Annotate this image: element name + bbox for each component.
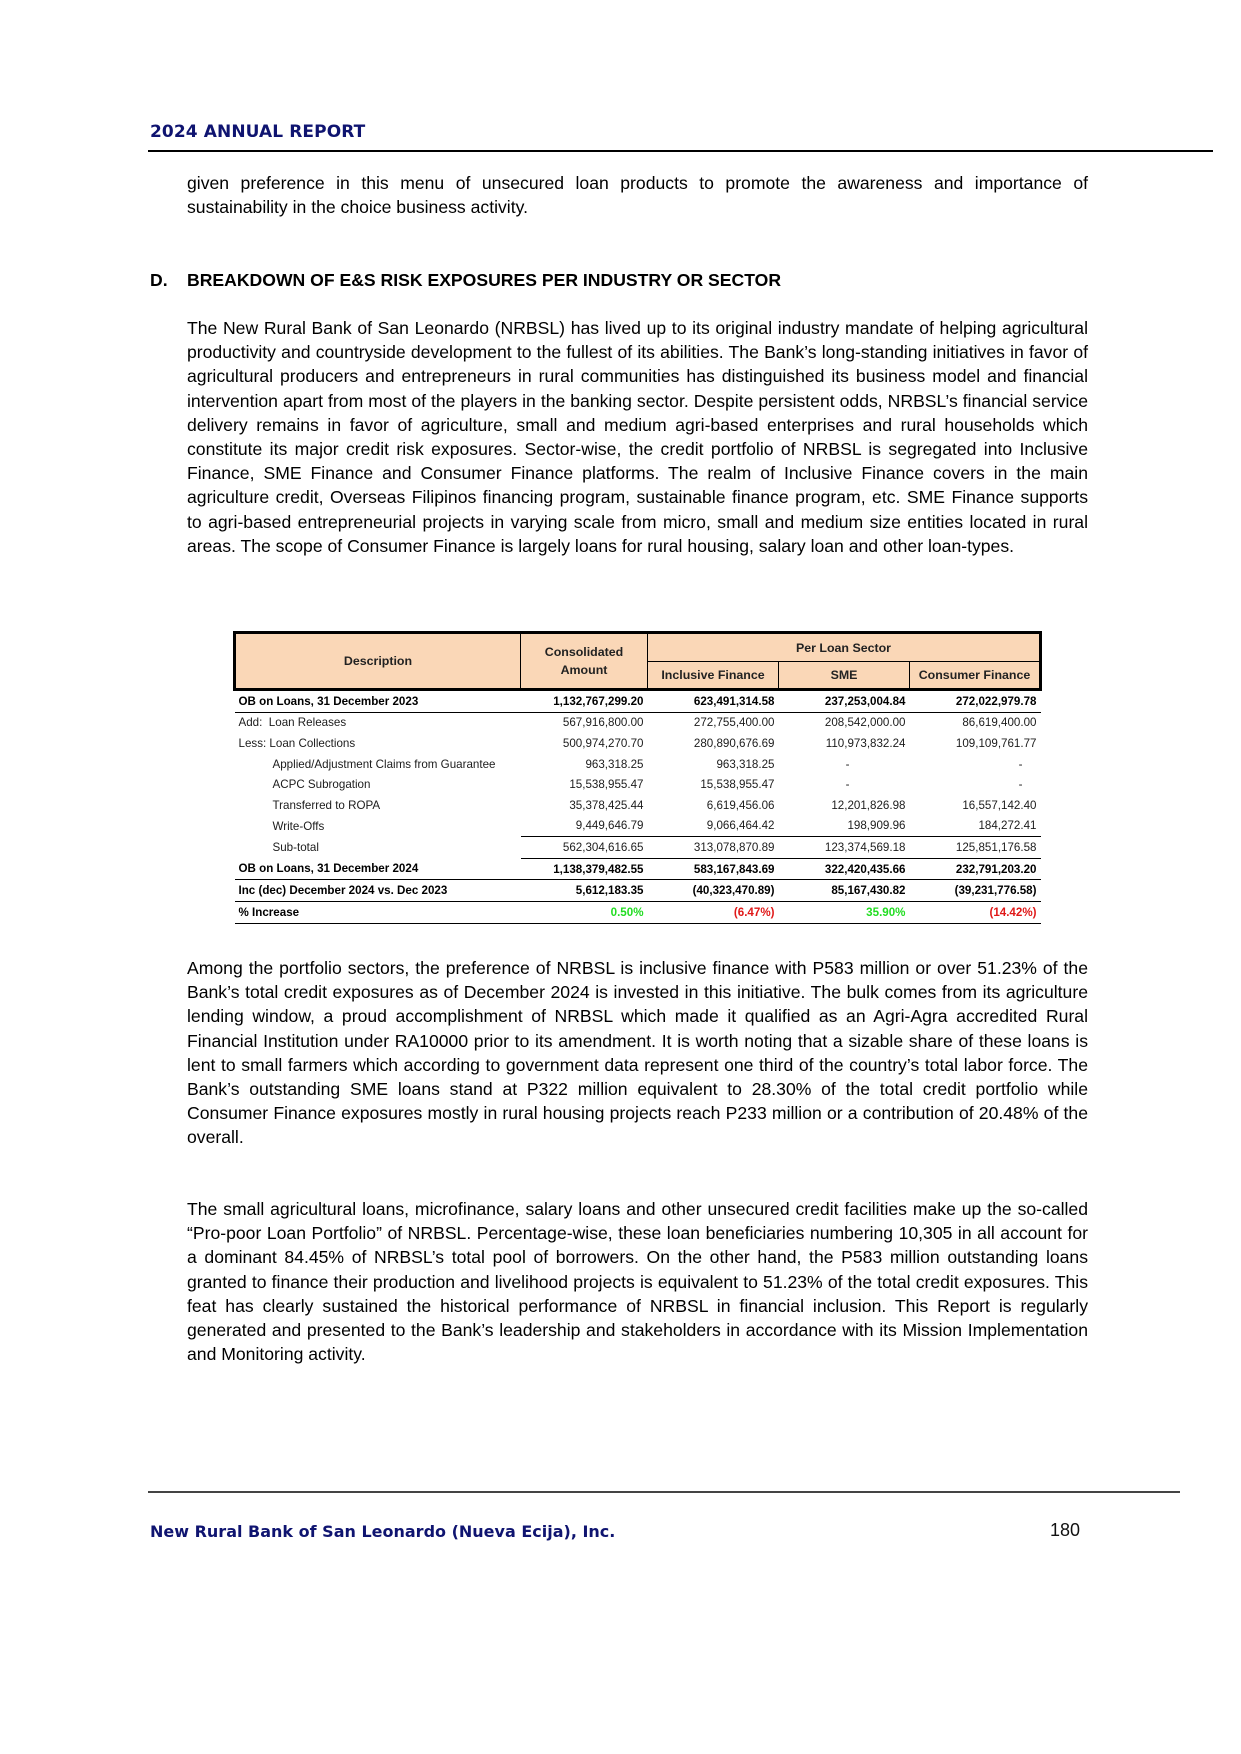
column-group-per-loan-sector: Per Loan Sector (648, 633, 1041, 662)
table-row-ob-2023 (235, 690, 1041, 713)
cell-consumer: 16,557,142.40 (962, 798, 1037, 812)
table-row-loan-collections (235, 733, 1041, 754)
cell-consumer: 125,851,176.58 (910, 837, 1041, 859)
row-label: Inc (dec) December 2024 vs. Dec 2023 (235, 880, 521, 902)
cell-consumer: 184,272.41 (910, 816, 1041, 837)
cell-sme-positive: 35.90% (779, 901, 910, 923)
row-label: % Increase (235, 901, 521, 923)
row-label: Sub-total (272, 840, 319, 854)
column-header-consumer-finance: Consumer Finance (910, 662, 1041, 690)
intro-block (187, 171, 1088, 219)
cell-consolidated: 1,132,767,299.20 (521, 690, 648, 713)
cell-consolidated: 500,974,270.70 (562, 736, 644, 750)
cell-inclusive: 15,538,955.47 (700, 778, 775, 792)
cell-consumer: 109,109,761.77 (955, 736, 1037, 750)
table-row-inc-dec (235, 880, 1041, 902)
cell-inclusive: 583,167,843.69 (648, 858, 779, 880)
cell-inclusive-negative: (6.47%) (648, 901, 779, 923)
cell-consolidated: 963,318.25 (585, 757, 644, 771)
paragraph-sector-overview: The New Rural Bank of San Leonardo (NRBSL) has lived up to its original industry mandate of helping agricultural productivity and countryside development to the fullest of its abilities. The Bank’s long-standing initiatives in favor of agricultural producers and entrepreneurs in rural communities has distinguished its business model and financial intervention apart from most of the players in the banking sector. Despite persistent odds, NRBSL’s financial service delivery remains in favor of agriculture, small and medium agri-based enterprises and rural households which constitute its major credit risk exposures. Sector-wise, the credit portfolio of NRBSL is segregated into Inclusive Finance, SME Finance and Consumer Finance platforms. The realm of Inclusive Finance covers in the main agriculture credit, Overseas Filipinos financing program, sustainable finance program, etc. SME Finance supports to agri-based entrepreneurial projects in varying scale from micro, small and medium size entities located in rural areas. The scope of Consumer Finance is largely loans for rural housing, salary loan and other loan-types. (187, 318, 1088, 556)
section-heading (150, 270, 781, 291)
cell-consumer: 86,619,400.00 (962, 716, 1037, 730)
column-header-description: Description (235, 633, 521, 690)
cell-consumer: - (1018, 757, 1023, 771)
cell-consolidated: 9,449,646.79 (521, 816, 648, 837)
row-label: OB on Loans, 31 December 2024 (235, 858, 521, 880)
cell-sme: 322,420,435.66 (779, 858, 910, 880)
cell-sme: 237,253,004.84 (779, 690, 910, 713)
loan-sector-table (233, 631, 1042, 924)
row-label: Less: Loan Collections (238, 736, 356, 750)
cell-consumer: (39,231,776.58) (910, 880, 1041, 902)
page-number: 180 (1050, 1520, 1081, 1540)
cell-consolidated: 562,304,616.65 (521, 837, 648, 859)
table-row-loan-releases (235, 712, 1041, 733)
table-row-ob-2024 (235, 858, 1041, 880)
cell-sme: 198,909.96 (779, 816, 910, 837)
column-header-consolidated: Consolidated Amount (521, 633, 648, 690)
cell-inclusive: 6,619,456.06 (706, 798, 775, 812)
cell-inclusive: 963,318.25 (716, 757, 775, 771)
cell-consolidated: 1,138,379,482.55 (521, 858, 648, 880)
row-label: Write-Offs (272, 819, 325, 833)
table-row-transferred-ropa (235, 795, 1041, 816)
cell-sme: 208,542,000.00 (824, 716, 906, 730)
cell-sme: - (845, 757, 850, 771)
cell-consolidated: 5,612,183.35 (521, 880, 648, 902)
section-body-3 (187, 1197, 1088, 1366)
header-divider (148, 150, 1213, 152)
cell-sme: 12,201,826.98 (831, 798, 906, 812)
cell-inclusive: 313,078,870.89 (648, 837, 779, 859)
cell-consumer-negative: (14.42%) (910, 901, 1041, 923)
footer-divider (148, 1491, 1180, 1493)
cell-inclusive: 623,491,314.58 (648, 690, 779, 713)
running-header-title: 2024 ANNUAL REPORT (150, 122, 366, 142)
cell-sme: 110,973,832.24 (825, 736, 906, 750)
table-row-write-offs (235, 816, 1041, 837)
row-label: Add: Loan Releases (238, 716, 347, 730)
cell-inclusive: 280,890,676.69 (693, 736, 775, 750)
table-row-guarantee-claims (235, 754, 1041, 775)
row-label: ACPC Subrogation (272, 778, 371, 792)
table-row-acpc-subrogation (235, 774, 1041, 795)
paragraph-portfolio-preference: Among the portfolio sectors, the preference of NRBSL is inclusive finance with P583 million or over 51.23% of the Bank’s total credit exposures as of December 2024 is invested in this initiative. The bulk comes from its agriculture lending window, a proud accomplishment of NRBSL which made it qualified as an Agri-Agra accredited Rural Financial Institution under RA10000 prior to its amendment. It is worth noting that a sizable share of these loans is lent to small farmers which according to government data represent one third of the country’s total labor force. The Bank’s outstanding SME loans stand at P322 million equivalent to 28.30% of the total credit portfolio while Consumer Finance exposures mostly in rural housing projects reach P233 million or a contribution of 20.48% of the overall. (187, 958, 1088, 1148)
table-row-pct-increase (235, 901, 1041, 923)
cell-consolidated: 567,916,800.00 (562, 716, 644, 730)
column-header-inclusive-finance: Inclusive Finance (648, 662, 779, 690)
cell-consolidated-positive: 0.50% (521, 901, 648, 923)
cell-consolidated: 15,538,955.47 (569, 778, 644, 792)
column-header-sme: SME (779, 662, 910, 690)
row-label: Transferred to ROPA (272, 798, 381, 812)
section-title: BREAKDOWN OF E&S RISK EXPOSURES PER INDUSTRY OR SECTOR (187, 270, 782, 290)
table-row-subtotal (235, 837, 1041, 859)
section-letter: D. (150, 270, 168, 290)
cell-inclusive: 272,755,400.00 (693, 716, 775, 730)
cell-consumer: 272,022,979.78 (910, 690, 1041, 713)
cell-sme: 123,374,569.18 (779, 837, 910, 859)
section-body-1 (187, 316, 1088, 558)
row-label: Applied/Adjustment Claims from Guarantee (272, 757, 496, 771)
cell-inclusive: (40,323,470.89) (648, 880, 779, 902)
cell-consumer: - (1018, 778, 1023, 792)
cell-inclusive: 9,066,464.42 (648, 816, 779, 837)
intro-paragraph: given preference in this menu of unsecured loan products to promote the awareness and importance of sustainability in the choice business activity. (187, 173, 1088, 218)
loan-sector-table-container (233, 631, 1039, 924)
section-body-2 (187, 956, 1088, 1150)
row-label: OB on Loans, 31 December 2023 (235, 690, 521, 713)
cell-sme: - (845, 778, 850, 792)
cell-sme: 85,167,430.82 (779, 880, 910, 902)
footer-company-name: New Rural Bank of San Leonardo (Nueva Ecija), Inc. (150, 1522, 616, 1541)
cell-consumer: 232,791,203.20 (910, 858, 1041, 880)
cell-consolidated: 35,378,425.44 (569, 798, 644, 812)
paragraph-pro-poor-portfolio: The small agricultural loans, microfinance, salary loans and other unsecured credit facilities make up the so-called “Pro-poor Loan Portfolio” of NRBSL. Percentage-wise, these loan beneficiaries numbering 10,305 in all account for a dominant 84.45% of NRBSL’s total pool of borrowers. On the other hand, the P583 million outstanding loans granted to finance their production and livelihood projects is equivalent to 51.23% of the total credit exposures. This feat has clearly sustained the historical performance of NRBSL in financial inclusion. This Report is regularly generated and presented to the Bank’s leadership and stakeholders in accordance with its Mission Implementation and Monitoring activity. (187, 1199, 1088, 1365)
